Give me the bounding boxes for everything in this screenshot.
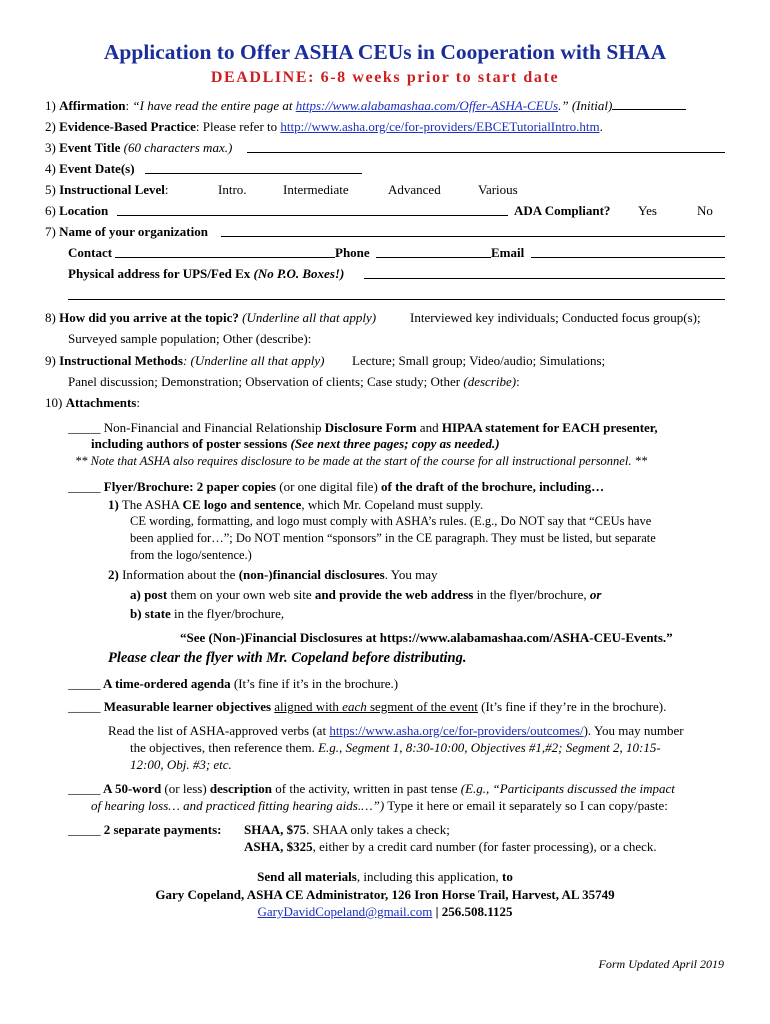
q2-label: Evidence-Based Practice	[59, 119, 196, 134]
q8-note: (Underline all that apply)	[238, 310, 377, 325]
q7-email-field[interactable]	[531, 257, 725, 258]
q7-label: Name of your organization	[59, 224, 208, 239]
q5-colon: :	[164, 182, 169, 197]
q3-note: (60 characters max.)	[120, 140, 233, 155]
att2-item1-num: 1)	[108, 497, 119, 512]
att1-poster: including authors of poster sessions	[91, 436, 288, 451]
att2-item1-supply: , which Mr. Copeland must supply.	[301, 497, 484, 512]
att4-objectives-label: Measurable learner objectives	[100, 699, 272, 714]
q2-link[interactable]: http://www.asha.org/ce/for-providers/EBCETutorialIntro.htm	[280, 119, 600, 134]
att5-50word: A 50-word	[100, 781, 162, 796]
att4-example: E.g., Segment 1, 8:30-10:00, Objectives #1,#2; Segment 2, 10:15-	[318, 740, 661, 755]
q9-note: : (Underline all that apply)	[182, 353, 325, 368]
q8-options-line2[interactable]: Surveyed sample population; Other (describe):	[68, 331, 312, 346]
att1-hipaa: HIPAA statement for EACH presenter,	[441, 420, 658, 435]
q10-colon: :	[136, 395, 140, 410]
q9-number: 9)	[45, 353, 60, 368]
att-objectives	[68, 696, 666, 717]
att2-flyer-label: Flyer/Brochure: 2 paper copies	[100, 479, 276, 494]
att6-shaa-text: . SHAA only takes a check;	[306, 822, 450, 837]
att5-description-label: description	[209, 781, 273, 796]
att2-item2a	[130, 584, 601, 605]
att3-check-blank[interactable]: _____	[68, 676, 101, 691]
q4-dates-field[interactable]	[145, 173, 362, 174]
att5-example: (E.g., “Participants discussed the impact	[460, 781, 675, 796]
att2-item2a-text: them on your own web site	[167, 587, 315, 602]
att2-item2-text: Information about the	[118, 567, 239, 582]
q2-number: 2)	[45, 119, 60, 134]
form-updated-note: Form Updated April 2019	[598, 957, 724, 971]
q8-number: 8)	[45, 310, 60, 325]
att2-see-disclosures: “See (Non-)Financial Disclosures at https://www.alabamashaa.com/ASHA-CEU-Events.”	[180, 630, 673, 645]
att6-check-blank[interactable]: _____	[68, 822, 101, 837]
att5-or-less: (or less)	[161, 781, 210, 796]
q7-address-label: Physical address for UPS/Fed Ex	[68, 266, 251, 281]
att4-text: (It’s fine if they’re in the brochure).	[477, 699, 667, 714]
att2-item2a-address: and provide the web address	[314, 587, 474, 602]
q5-option-intermediate[interactable]: Intermediate	[283, 182, 349, 197]
att2-item1-line2: CE wording, formatting, and logo must comply with ASHA’s rules. (E.g., Do NOT say that “CEUs have	[130, 514, 652, 528]
att4-each: each	[342, 699, 367, 714]
q3-title-field[interactable]	[247, 152, 725, 153]
att5-check-blank[interactable]: _____	[68, 781, 101, 796]
q4-event-dates	[45, 158, 135, 179]
att2-item2-num: 2)	[108, 567, 119, 582]
q9-options-text: Panel discussion; Demonstration; Observation of clients; Case study; Other	[68, 374, 464, 389]
att5-line2	[91, 795, 668, 816]
q7-number: 7)	[45, 224, 60, 239]
q1-initial-text: .” (Initial)	[558, 98, 613, 113]
att-payments	[68, 819, 221, 840]
q6-location-field[interactable]	[117, 215, 508, 216]
att2-clear-flyer: Please clear the flyer with Mr. Copeland before distributing.	[108, 650, 467, 666]
att4-number: ). You may number	[583, 723, 684, 738]
att6-payments-label: 2 separate payments:	[100, 822, 222, 837]
send-address: Gary Copeland, ASHA CE Administrator, 126 Iron Horse Trail, Harvest, AL 35749	[155, 887, 615, 902]
q7-contact-field[interactable]	[115, 257, 335, 258]
q7-address-note: (No P.O. Boxes!)	[253, 266, 345, 281]
q7-contact-label: Contact	[68, 245, 113, 260]
q7-organization-field[interactable]	[221, 236, 725, 237]
q7-phone-field[interactable]	[376, 257, 491, 258]
q2-text: : Please refer to	[195, 119, 281, 134]
att2-item2-may: . You may	[384, 567, 438, 582]
q3-number: 3)	[45, 140, 60, 155]
q9-end: :	[516, 374, 520, 389]
att1-and: and	[416, 420, 442, 435]
send-separator: |	[432, 904, 442, 919]
att2-item1-text: The ASHA	[118, 497, 183, 512]
att4-aligned: aligned with	[274, 699, 343, 714]
att2-check-blank[interactable]: _____	[68, 479, 101, 494]
q9-methods	[45, 350, 325, 371]
q7-email-label: Email	[491, 245, 525, 260]
att4-outcomes-link[interactable]: https://www.asha.org/ce/for-providers/outcomes/	[329, 723, 584, 738]
att4-segment: segment of the event	[366, 699, 478, 714]
att6-shaa-amount: SHAA, $75	[244, 822, 307, 837]
q1-colon: :	[125, 98, 133, 113]
att2-draft: of the draft of the brochure, including…	[381, 479, 605, 494]
att2-item2	[108, 564, 437, 585]
q1-initial-field[interactable]	[612, 96, 686, 110]
q4-number: 4)	[45, 161, 60, 176]
q6-location	[45, 200, 108, 221]
att1-note: ** Note that ASHA also requires disclosure to be made at the start of the course for all instructional personnel. **	[75, 454, 648, 468]
att1-check-blank[interactable]: _____	[68, 420, 101, 435]
att4-check-blank[interactable]: _____	[68, 699, 101, 714]
att2-item2-disclosures: (non-)financial disclosures	[238, 567, 385, 582]
q10-attachments	[45, 392, 140, 413]
q5-number: 5)	[45, 182, 60, 197]
q8-label: How did you arrive at the topic?	[59, 310, 239, 325]
att6-asha	[244, 836, 657, 857]
att2-item2b-state: b) state	[130, 606, 171, 621]
q5-option-various[interactable]: Various	[478, 182, 518, 197]
att3-text: (It’s fine if it’s in the brochure.)	[230, 676, 399, 691]
q6-ada-yes[interactable]: Yes	[638, 203, 657, 218]
deadline-notice: DEADLINE: 6-8 weeks prior to start date	[210, 69, 560, 86]
q9-label: Instructional Methods	[59, 353, 183, 368]
q5-option-advanced[interactable]: Advanced	[388, 182, 441, 197]
q3-event-title	[45, 137, 232, 158]
q4-label: Event Date(s)	[59, 161, 135, 176]
att6-asha-amount: ASHA, $325	[244, 839, 313, 854]
att2-item2b	[130, 603, 284, 624]
q6-ada-no[interactable]: No	[697, 203, 713, 218]
send-phone: 256.508.1125	[441, 904, 513, 919]
att-agenda	[68, 673, 398, 694]
q1-text: “I have read the entire page at	[132, 98, 296, 113]
send-contact	[0, 901, 770, 922]
att2-item1-line4: from the logo/sentence.)	[130, 548, 252, 562]
att2-item1-line3: been applied for…”; Do NOT mention “sponsors” in the CE paragraph. They must be listed, but separate	[130, 531, 656, 545]
att4-line4: 12:00, Obj. #3; etc.	[130, 757, 232, 772]
q9-options-line1[interactable]: Lecture; Small group; Video/audio; Simulations;	[352, 353, 606, 368]
att2-item2a-post: a) post	[130, 587, 168, 602]
att1-see-pages: (See next three pages; copy as needed.)	[287, 436, 500, 451]
q5-option-intro[interactable]: Intro.	[218, 182, 247, 197]
q6-number: 6)	[45, 203, 60, 218]
q10-label: Attachments	[65, 395, 137, 410]
q2-evidence-based	[45, 116, 603, 137]
q5-instructional-level	[45, 179, 169, 200]
send-text: , including this application,	[356, 869, 502, 884]
q2-end: .	[599, 119, 603, 134]
q10-number: 10)	[45, 395, 66, 410]
att2-item2a-or: or	[589, 587, 602, 602]
q1-link[interactable]: https://www.alabamashaa.com/Offer-ASHA-CEUs	[295, 98, 559, 113]
att6-asha-text: , either by a credit card number (for faster processing), or a check.	[312, 839, 657, 854]
send-to: to	[501, 869, 513, 884]
att5-past-tense: of the activity, written in past tense	[272, 781, 461, 796]
att2-text: (or one digital file)	[275, 479, 382, 494]
q1-label: Affirmation	[59, 98, 126, 113]
send-label: Send all materials	[257, 869, 357, 884]
send-email-link[interactable]: GaryDavidCopeland@gmail.com	[257, 904, 433, 919]
q5-label: Instructional Level	[59, 182, 165, 197]
att4-read-list: Read the list of ASHA-approved verbs (at	[108, 723, 330, 738]
q7-address	[68, 263, 344, 284]
q1-affirmation	[45, 95, 686, 116]
q6-ada-label: ADA Compliant?	[514, 203, 611, 218]
q7-phone-label: Phone	[335, 245, 370, 260]
att2-item2b-text: in the flyer/brochure,	[170, 606, 285, 621]
q8-topic	[45, 307, 376, 328]
q7-organization	[45, 221, 208, 242]
page-title: Application to Offer ASHA CEUs in Cooperation with SHAA	[103, 40, 667, 64]
att4-reference: the objectives, then reference them.	[130, 740, 319, 755]
att1-text: Non-Financial and Financial Relationship	[100, 420, 325, 435]
q7-address-field-line2[interactable]	[68, 299, 725, 300]
q7-address-field[interactable]	[364, 278, 725, 279]
q6-label: Location	[59, 203, 109, 218]
att2-item2a-flyer: in the flyer/brochure,	[473, 587, 590, 602]
q9-options-line2[interactable]	[68, 371, 520, 392]
q3-label: Event Title	[59, 140, 121, 155]
att3-agenda-label: A time-ordered agenda	[100, 676, 231, 691]
q9-describe: (describe)	[463, 374, 517, 389]
att1-disclosure: Disclosure Form	[324, 420, 417, 435]
q8-options-line1[interactable]: Interviewed key individuals; Conducted focus group(s);	[410, 310, 701, 325]
att2-item1-logo: CE logo and sentence	[182, 497, 302, 512]
q1-number: 1)	[45, 98, 60, 113]
att5-type-here: Type it here or email it separately so I can copy/paste:	[384, 798, 668, 813]
att5-example-cont: of hearing loss… and practiced fitting hearing aids.…”)	[91, 798, 385, 813]
